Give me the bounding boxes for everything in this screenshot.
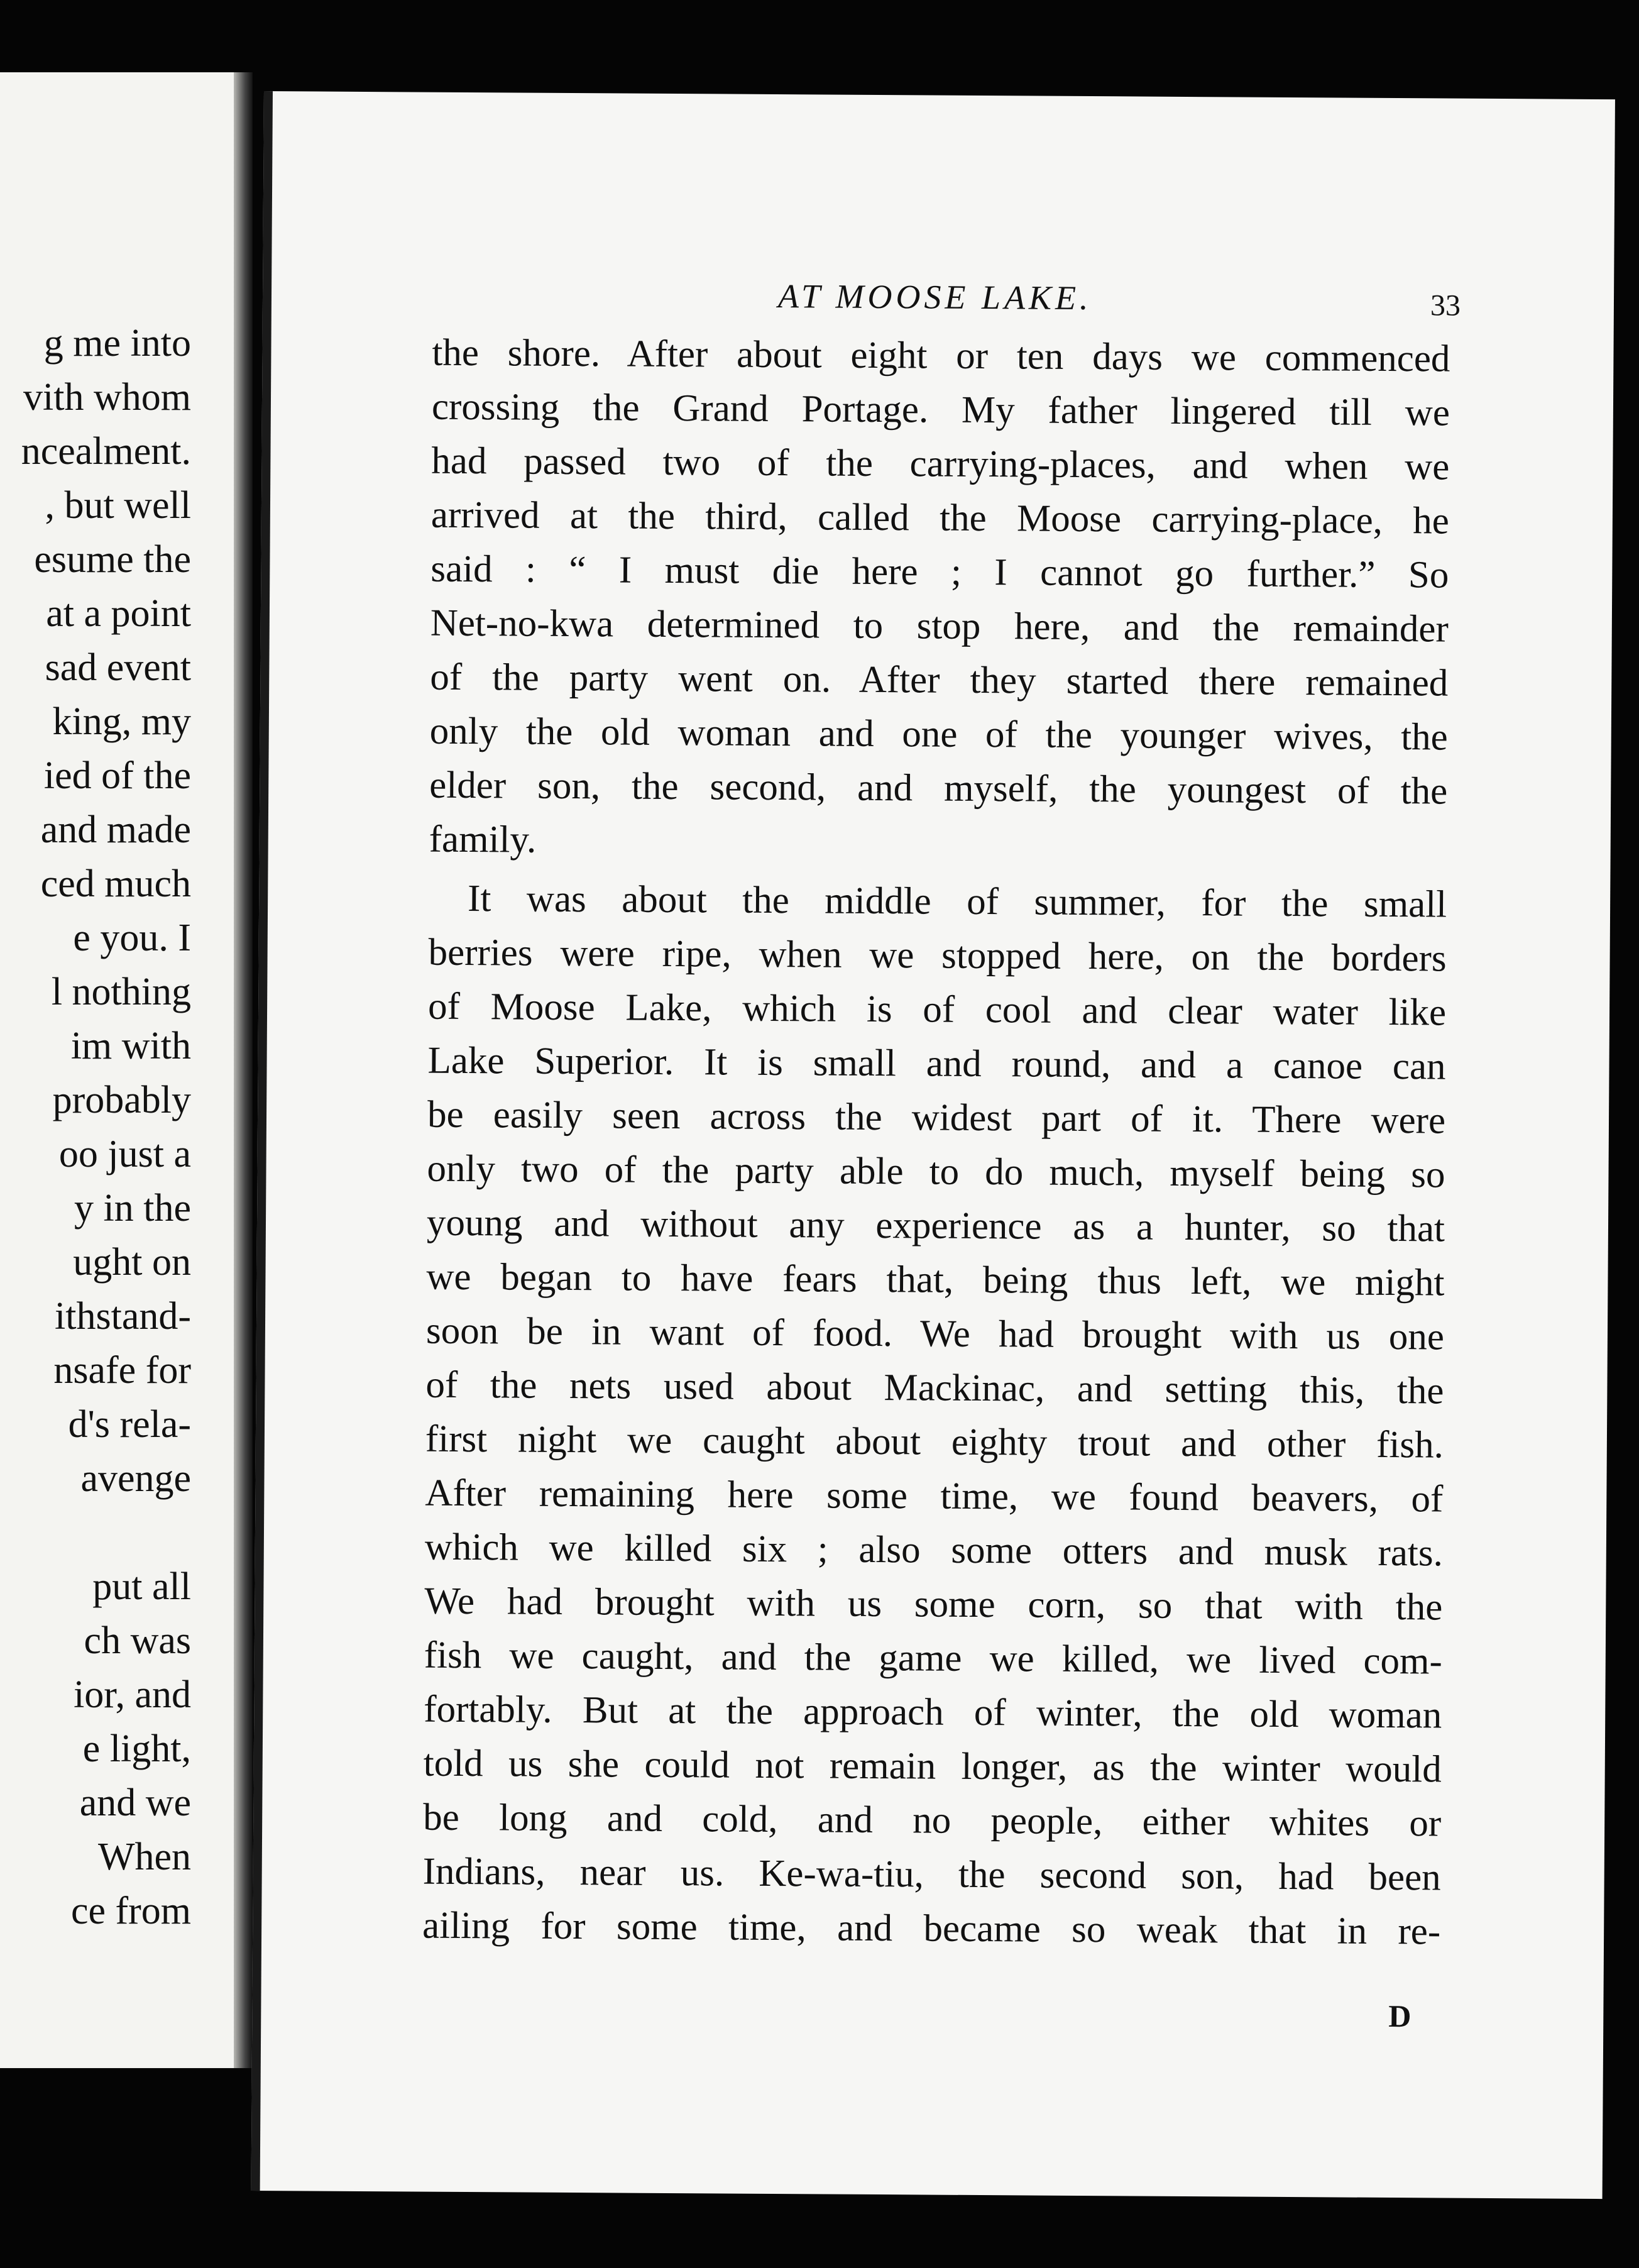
text-line: arrived at the third, called the Moose carrying-place, he bbox=[430, 493, 1450, 542]
text-line: berries were ripe, when we stopped here, on the borders bbox=[428, 931, 1447, 980]
previous-page-fragment bbox=[0, 72, 246, 2068]
previous-page-line: When bbox=[97, 1836, 191, 1878]
page-body bbox=[422, 326, 1450, 1953]
previous-page-line: y in the bbox=[74, 1187, 191, 1230]
text-line: elder son, the second, and myself, the youngest of the bbox=[429, 764, 1448, 813]
text-line: only two of the party able to do much, myself being so bbox=[427, 1147, 1445, 1196]
text-line: we began to have fears that, being thus left, we might bbox=[426, 1255, 1445, 1304]
previous-page-line: avenge bbox=[80, 1457, 191, 1500]
text-line: of the party went on. After they started there remained bbox=[430, 656, 1449, 705]
previous-page-line: l nothing bbox=[51, 971, 191, 1013]
text-line: first night we caught about eighty trout and other fish. bbox=[425, 1418, 1444, 1467]
previous-page-line: esume the bbox=[34, 538, 191, 581]
previous-page-line: nsafe for bbox=[53, 1349, 191, 1392]
previous-page-line: ithstand- bbox=[55, 1295, 191, 1338]
previous-page-line: ch was bbox=[84, 1619, 191, 1662]
previous-page-line: ied of the bbox=[43, 754, 191, 797]
previous-page-line: sad event bbox=[45, 646, 191, 689]
previous-page-line: e you. I bbox=[73, 917, 191, 959]
text-line: of Moose Lake, which is of cool and clear water like bbox=[427, 985, 1447, 1034]
previous-page-line: at a point bbox=[46, 592, 191, 635]
text-line: be easily seen across the widest part of it. There were bbox=[427, 1093, 1446, 1142]
text-line: It was about the middle of summer, for the small bbox=[467, 878, 1447, 926]
previous-page-line: king, my bbox=[52, 700, 191, 743]
text-line: only the old woman and one of the younger wives, the bbox=[429, 710, 1448, 759]
previous-page-line: g me into bbox=[43, 322, 191, 365]
text-line: fish we caught, and the game we killed, we lived com- bbox=[424, 1634, 1442, 1683]
text-line: crossing the Grand Portage. My father lingered till we bbox=[431, 385, 1450, 434]
previous-page-line: d's rela- bbox=[68, 1403, 191, 1446]
previous-page-line: ncealment. bbox=[21, 430, 191, 473]
page-number: 33 bbox=[1430, 289, 1461, 322]
previous-page-line: and made bbox=[40, 808, 191, 851]
previous-page-line: ced much bbox=[40, 862, 191, 905]
text-line: family. bbox=[429, 818, 537, 861]
text-line: be long and cold, and no people, either whites or bbox=[423, 1796, 1442, 1845]
previous-page-line: and we bbox=[79, 1781, 191, 1824]
previous-page-line: , but well bbox=[45, 484, 191, 527]
text-line: told us she could not remain longer, as the winter would bbox=[423, 1742, 1442, 1791]
running-head: AT MOOSE LAKE. bbox=[777, 277, 1092, 317]
text-line: had passed two of the carrying-places, and when we bbox=[431, 439, 1450, 488]
previous-page-line: ior, and bbox=[74, 1673, 191, 1716]
text-line: After remaining here some time, we found beavers, of bbox=[425, 1472, 1444, 1521]
text-line: Net-no-kwa determined to stop here, and the remainder bbox=[430, 602, 1449, 651]
previous-page-line: e light, bbox=[82, 1727, 191, 1770]
text-line: ailing for some time, and became so weak that in re- bbox=[422, 1904, 1441, 1953]
signature-mark: D bbox=[1388, 1998, 1412, 2034]
text-line: soon be in want of food. We had brought with us one bbox=[425, 1309, 1445, 1358]
text-line: said : “ I must die here ; I cannot go further.” So bbox=[430, 548, 1449, 597]
book-gutter bbox=[234, 72, 253, 2068]
previous-page-line: oo just a bbox=[58, 1133, 191, 1175]
text-line: Indians, near us. Ke-wa-tiu, the second son, had been bbox=[422, 1850, 1441, 1899]
previous-page-line: ce from bbox=[70, 1890, 191, 1932]
text-line: young and without any experience as a hunter, so that bbox=[426, 1201, 1445, 1250]
previous-page-line: vith whom bbox=[23, 376, 191, 419]
text-line: We had brought with us some corn, so that with the bbox=[424, 1580, 1443, 1629]
page-spine-edge bbox=[251, 91, 273, 2191]
text-line: which we killed six ; also some otters and musk rats. bbox=[424, 1526, 1444, 1575]
previous-page-line: probably bbox=[52, 1079, 191, 1121]
previous-page-line: ught on bbox=[73, 1241, 191, 1284]
previous-page-line: put all bbox=[92, 1565, 191, 1608]
text-line: the shore. After about eight or ten days we commenced bbox=[432, 331, 1450, 380]
text-line: Lake Superior. It is small and round, and a canoe can bbox=[427, 1039, 1446, 1088]
text-line: fortably. But at the approach of winter, the old woman bbox=[424, 1688, 1442, 1737]
text-line: of the nets used about Mackinac, and setting this, the bbox=[425, 1363, 1444, 1412]
current-page bbox=[251, 91, 1615, 2199]
previous-page-line: im with bbox=[70, 1025, 191, 1067]
